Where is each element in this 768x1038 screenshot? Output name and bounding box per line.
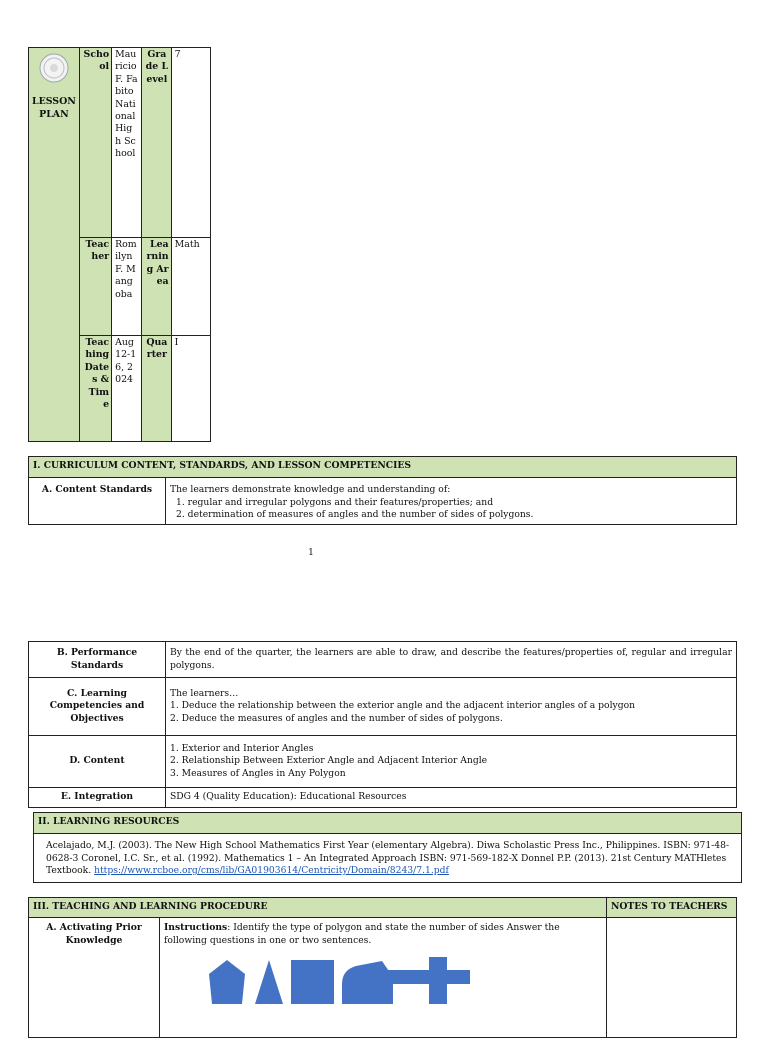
procedure-table bbox=[28, 897, 737, 1038]
competencies-label: C. Learning Competencies and Objectives bbox=[29, 678, 166, 736]
teacher-value: Romilyn F. Mangoba bbox=[112, 238, 142, 336]
lesson-plan-title: LESSON PLAN bbox=[32, 96, 76, 120]
competency-item: 2. Deduce the measures of angles and the number of sides of polygons. bbox=[170, 712, 503, 724]
learning-resources-text: Acelajado, M.J. (2003). The New High School Mathematics First Year (elementary Algebra). Diwa Scholastic Press Inc., Philippines. ISBN: 971-48-0628-3 Coronel, I.C. Sr., et al. (1992). Mathematics 1 – An Integrated Approach ISBN: 971-569-182-X Donnel P.P. (2013). 21st Century MATHletes Textbook. bbox=[46, 840, 730, 877]
seal-cell bbox=[29, 48, 80, 442]
activating-knowledge-cell bbox=[160, 918, 607, 1038]
lesson-plan-header-table bbox=[28, 47, 211, 442]
activating-knowledge-label: A. Activating Prior Knowledge bbox=[29, 918, 160, 1038]
learning-resources-table bbox=[33, 812, 742, 883]
content-item: 3. Measures of Angles in Any Polygon bbox=[170, 767, 346, 779]
competencies-cell bbox=[166, 678, 737, 736]
content-standards-label: A. Content Standards bbox=[29, 478, 166, 525]
learning-resources-cell bbox=[34, 834, 742, 883]
notes-title: NOTES TO TEACHERS bbox=[607, 898, 737, 918]
deped-seal-icon bbox=[39, 53, 69, 83]
notes-cell bbox=[607, 918, 737, 1038]
quarter-label: Quarter bbox=[142, 336, 172, 442]
competencies-intro: The learners… bbox=[170, 687, 239, 699]
teacher-label: Teacher bbox=[79, 238, 111, 336]
resource-link[interactable]: https://www.rcboe.org/cms/lib/GA01903614/Centricity/Domain/8243/7.1.pdf bbox=[94, 865, 449, 877]
content-standards-cell bbox=[166, 478, 737, 525]
content-standards-item: 1. regular and irregular polygons and their features/properties; and bbox=[176, 496, 494, 508]
section-1-title: I. CURRICULUM CONTENT, STANDARDS, AND LESSON COMPETENCIES bbox=[29, 457, 737, 478]
learning-area-label: Learning Area bbox=[142, 238, 172, 336]
content-label: D. Content bbox=[29, 736, 166, 788]
integration-text: SDG 4 (Quality Education): Educational Resources bbox=[166, 788, 737, 808]
competency-item: 1. Deduce the relationship between the exterior angle and the adjacent interior angles of a polygon bbox=[170, 700, 636, 712]
teaching-dates-label: Teaching Dates & Time bbox=[79, 336, 111, 442]
curriculum-table bbox=[28, 456, 737, 525]
polygon-shapes bbox=[208, 957, 528, 1017]
content-item: 2. Relationship Between Exterior Angle and Adjacent Interior Angle bbox=[170, 755, 488, 767]
content-item: 1. Exterior and Interior Angles bbox=[170, 742, 314, 754]
school-label: School bbox=[79, 48, 111, 238]
performance-standards-text: By the end of the quarter, the learners are able to draw, and describe the features/properties of, regular and irregular polygons. bbox=[166, 642, 737, 678]
content-standards-item: 2. determination of measures of angles and the number of sides of polygons. bbox=[176, 509, 534, 521]
teaching-dates-value: Aug 12-16, 2024 bbox=[112, 336, 142, 442]
pentagon-shape bbox=[209, 960, 245, 1004]
cross-shape bbox=[388, 957, 470, 1004]
quarter-value: I bbox=[171, 336, 210, 442]
page-number: 1 bbox=[308, 548, 314, 558]
grade-level-value: 7 bbox=[171, 48, 210, 238]
triangle-shape bbox=[255, 960, 283, 1004]
content-cell bbox=[166, 736, 737, 788]
rounded-polygon-shape bbox=[342, 961, 393, 1004]
content-standards-intro: The learners demonstrate knowledge and understanding of: bbox=[170, 484, 451, 495]
instructions-label: Instructions bbox=[164, 922, 228, 933]
square-shape bbox=[291, 960, 334, 1004]
section-3-title: III. TEACHING AND LEARNING PROCEDURE bbox=[29, 898, 607, 918]
section-2-title: II. LEARNING RESOURCES bbox=[34, 813, 742, 834]
standards-table bbox=[28, 641, 737, 808]
instructions-text: : Identify the type of polygon and state the number of sides Answer the following questions in one or two sentences. bbox=[164, 922, 560, 946]
grade-level-label: Grade Level bbox=[142, 48, 172, 238]
learning-area-value: Math bbox=[171, 238, 210, 336]
school-value: Mauricio F. Fabito National High School bbox=[112, 48, 142, 238]
performance-standards-label: B. Performance Standards bbox=[29, 642, 166, 678]
integration-label: E. Integration bbox=[29, 788, 166, 808]
